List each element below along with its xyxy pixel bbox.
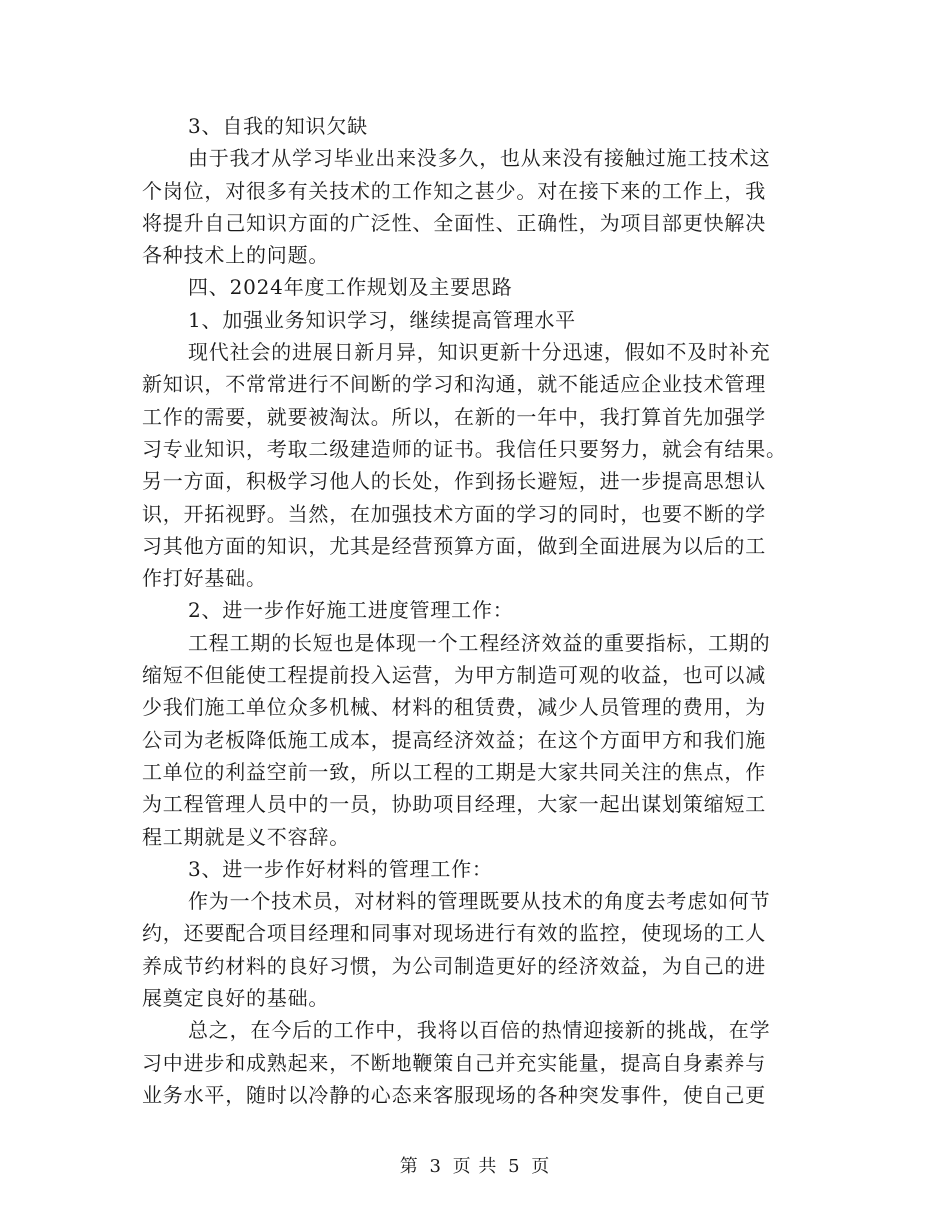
footer-total-pages: 5 [508, 1156, 521, 1177]
text-line: 工单位的利益空前一致，所以工程的工期是大家共同关注的焦点，作 [142, 759, 766, 784]
text-line: 缩短不但能使工程提前投入运营，为甲方制造可观的收益，也可以减 [142, 663, 766, 688]
footer-current-page: 3 [429, 1156, 442, 1177]
text-line: 习其他方面的知识，尤其是经营预算方面，做到全面进展为以后的工 [142, 533, 766, 558]
document-body [142, 110, 808, 1111]
text-line: 展奠定良好的基础。 [142, 986, 330, 1011]
text-line: 作打好基础。 [142, 566, 267, 591]
text-line: 工程工期的长短也是体现一个工程经济效益的重要指标，工期的 [188, 630, 771, 655]
text-line: 由于我才从学习毕业出来没多久，也从来没有接触过施工技术这 [188, 146, 771, 171]
text-line: 养成节约材料的良好习惯，为公司制造更好的经济效益，为自己的进 [142, 953, 766, 978]
text-line: 另一方面，积极学习他人的长处，作到扬长避短，进一步提高思想认 [142, 469, 766, 494]
text-line: 习专业知识，考取二级建造师的证书。我信任只要努力，就会有结果。 [142, 436, 787, 461]
text-line: 现代社会的进展日新月异，知识更新十分迅速，假如不及时补充 [188, 340, 771, 365]
text-line: 1、加强业务知识学习，继续提高管理水平 [188, 307, 576, 332]
text-line: 业务水平，随时以冷静的心态来客服现场的各种突发事件，使自己更 [142, 1082, 766, 1107]
footer-middle: 页 共 [452, 1156, 498, 1177]
text-line: 程工期就是义不容辞。 [142, 824, 350, 849]
text-line: 3、进一步作好材料的管理工作： [188, 856, 493, 881]
footer-suffix: 页 [531, 1156, 551, 1177]
text-line: 为工程管理人员中的一员，协助项目经理，大家一起出谋划策缩短工 [142, 792, 766, 817]
text-line: 2、进一步作好施工进度管理工作： [188, 598, 514, 623]
text-line: 约，还要配合项目经理和同事对现场进行有效的监控，使现场的工人 [142, 921, 766, 946]
text-line: 四、2024年度工作规划及主要思路 [188, 275, 513, 300]
text-line: 习中进步和成熟起来，不断地鞭策自己并充实能量，提高自身素养与 [142, 1050, 766, 1075]
text-line: 将提升自己知识方面的广泛性、全面性、正确性，为项目部更快解决 [142, 210, 766, 235]
text-line: 个岗位，对很多有关技术的工作知之甚少。对在接下来的工作上，我 [142, 178, 766, 203]
page-footer [0, 1152, 950, 1178]
text-line: 3、自我的知识欠缺 [188, 114, 368, 138]
footer-prefix: 第 [399, 1156, 419, 1177]
text-line: 作为一个技术员，对材料的管理既要从技术的角度去考虑如何节 [188, 889, 771, 914]
text-line: 新知识，不常常进行不间断的学习和沟通，就不能适应企业技术管理 [142, 372, 766, 397]
text-line: 总之，在今后的工作中，我将以百倍的热情迎接新的挑战，在学 [188, 1018, 771, 1043]
text-line: 工作的需要，就要被淘汰。所以，在新的一年中，我打算首先加强学 [142, 404, 766, 429]
text-line: 各种技术上的问题。 [142, 243, 330, 268]
text-line: 识，开拓视野。当然，在加强技术方面的学习的同时，也要不断的学 [142, 501, 766, 526]
text-line: 少我们施工单位众多机械、材料的租赁费，减少人员管理的费用，为 [142, 695, 766, 720]
text-line: 公司为老板降低施工成本，提高经济效益；在这个方面甲方和我们施 [142, 727, 766, 752]
